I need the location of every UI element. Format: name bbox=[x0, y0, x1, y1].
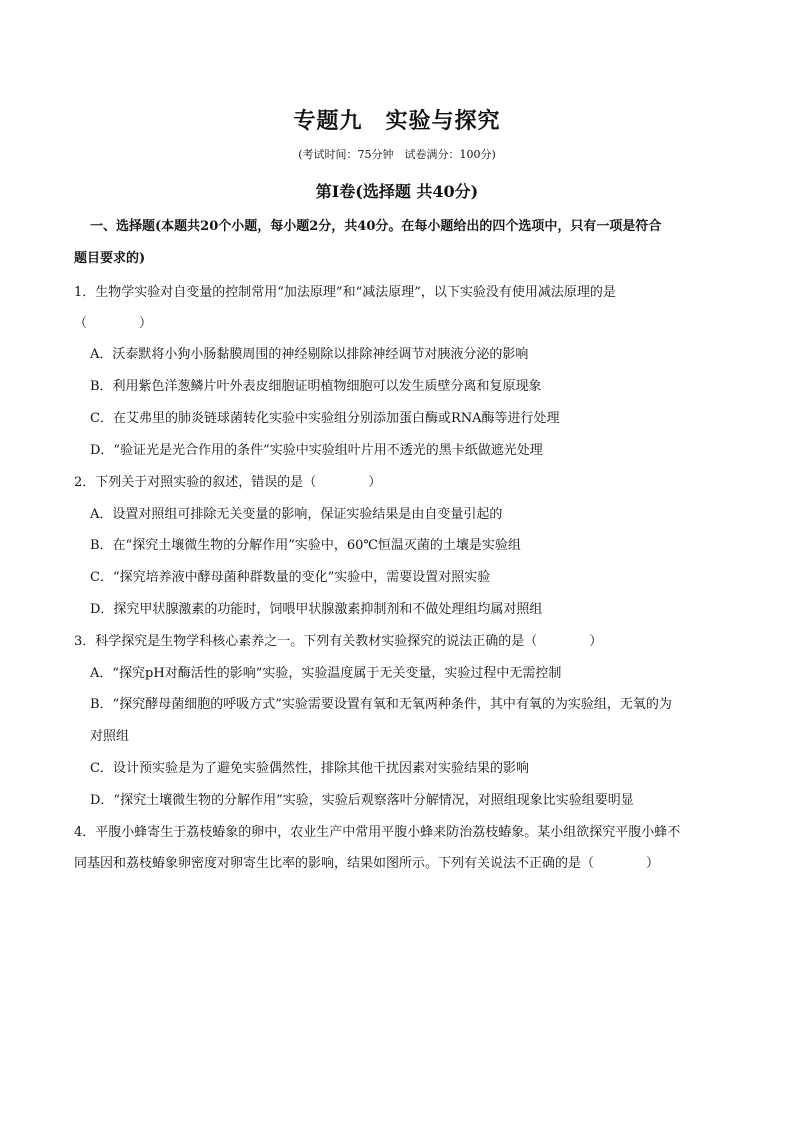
section-title: 第Ⅰ卷(选择题 共40分) bbox=[315, 182, 479, 201]
question-1-answer-blank: （ ） bbox=[74, 316, 153, 331]
question-1-option-a: A．沃泰默将小狗小肠黏膜周围的神经剔除以排除神经调节对胰液分泌的影响 bbox=[90, 347, 529, 362]
question-1-option-d: D．“验证光是光合作用的条件”实验中实验组叶片用不透光的黑卡纸做遮光处理 bbox=[90, 443, 543, 458]
page-title: 专题九 实验与探究 bbox=[293, 109, 501, 134]
instructions-line-1: 一、选择题(本题共20个小题，每小题2分，共40分。在每小题给出的四个选项中，只有一项是符合 bbox=[90, 219, 662, 234]
question-2-option-d: D．探究甲状腺激素的功能时，饲喂甲状腺激素抑制剂和不做处理组均属对照组 bbox=[90, 602, 543, 617]
question-3-option-d: D．“探究土壤微生物的分解作用”实验，实验后观察落叶分解情况，对照组现象比实验组要明显 bbox=[90, 793, 634, 808]
question-2-option-a: A．设置对照组可排除无关变量的影响，保证实验结果是由自变量引起的 bbox=[90, 507, 503, 522]
question-2-stem: 2．下列关于对照实验的叙述，错误的是（ ） bbox=[74, 475, 382, 490]
question-3-option-b-continued: 对照组 bbox=[90, 729, 130, 744]
question-4-stem-line-1: 4．平腹小蜂寄生于荔枝蝽象的卵中，农业生产中常用平腹小蜂来防治荔枝蝽象。某小组欲探究平腹小蜂不 bbox=[74, 825, 681, 840]
question-3-option-c: C．设计预实验是为了避免实验偶然性，排除其他干扰因素对实验结果的影响 bbox=[90, 761, 529, 776]
question-2-option-c: C．“探究培养液中酵母菌种群数量的变化”实验中，需要设置对照实验 bbox=[90, 570, 491, 585]
instructions-line-2: 题目要求的) bbox=[74, 251, 146, 266]
question-1-option-b: B．利用紫色洋葱鳞片叶外表皮细胞证明植物细胞可以发生质壁分离和复原现象 bbox=[90, 379, 542, 394]
question-4-stem-line-2: 同基因和荔枝蝽象卵密度对卵寄生比率的影响，结果如图所示。下列有关说法不正确的是（ ） bbox=[74, 856, 660, 871]
question-1-option-c: C．在艾弗里的肺炎链球菌转化实验中实验组分别添加蛋白酶或RNA酶等进行处理 bbox=[90, 411, 560, 426]
question-3-option-b: B．“探究酵母菌细胞的呼吸方式”实验需要设置有氧和无氧两种条件，其中有氧的为实验组，无氧的为 bbox=[90, 697, 672, 712]
question-2-option-b: B．在“探究土壤微生物的分解作用”实验中，60℃恒温灭菌的土壤是实验组 bbox=[90, 538, 521, 553]
question-3-option-a: A．“探究pH对酶活性的影响”实验，实验温度属于无关变量，实验过程中无需控制 bbox=[90, 666, 562, 681]
question-3-stem: 3．科学探究是生物学科核心素养之一。下列有关教材实验探究的说法正确的是（ ） bbox=[74, 634, 603, 649]
question-1-stem: 1．生物学实验对自变量的控制常用“加法原理”和“减法原理”，以下实验没有使用减法原理的是 bbox=[74, 285, 616, 300]
exam-info: (考试时间：75分钟 试卷满分：100分) bbox=[298, 148, 496, 161]
